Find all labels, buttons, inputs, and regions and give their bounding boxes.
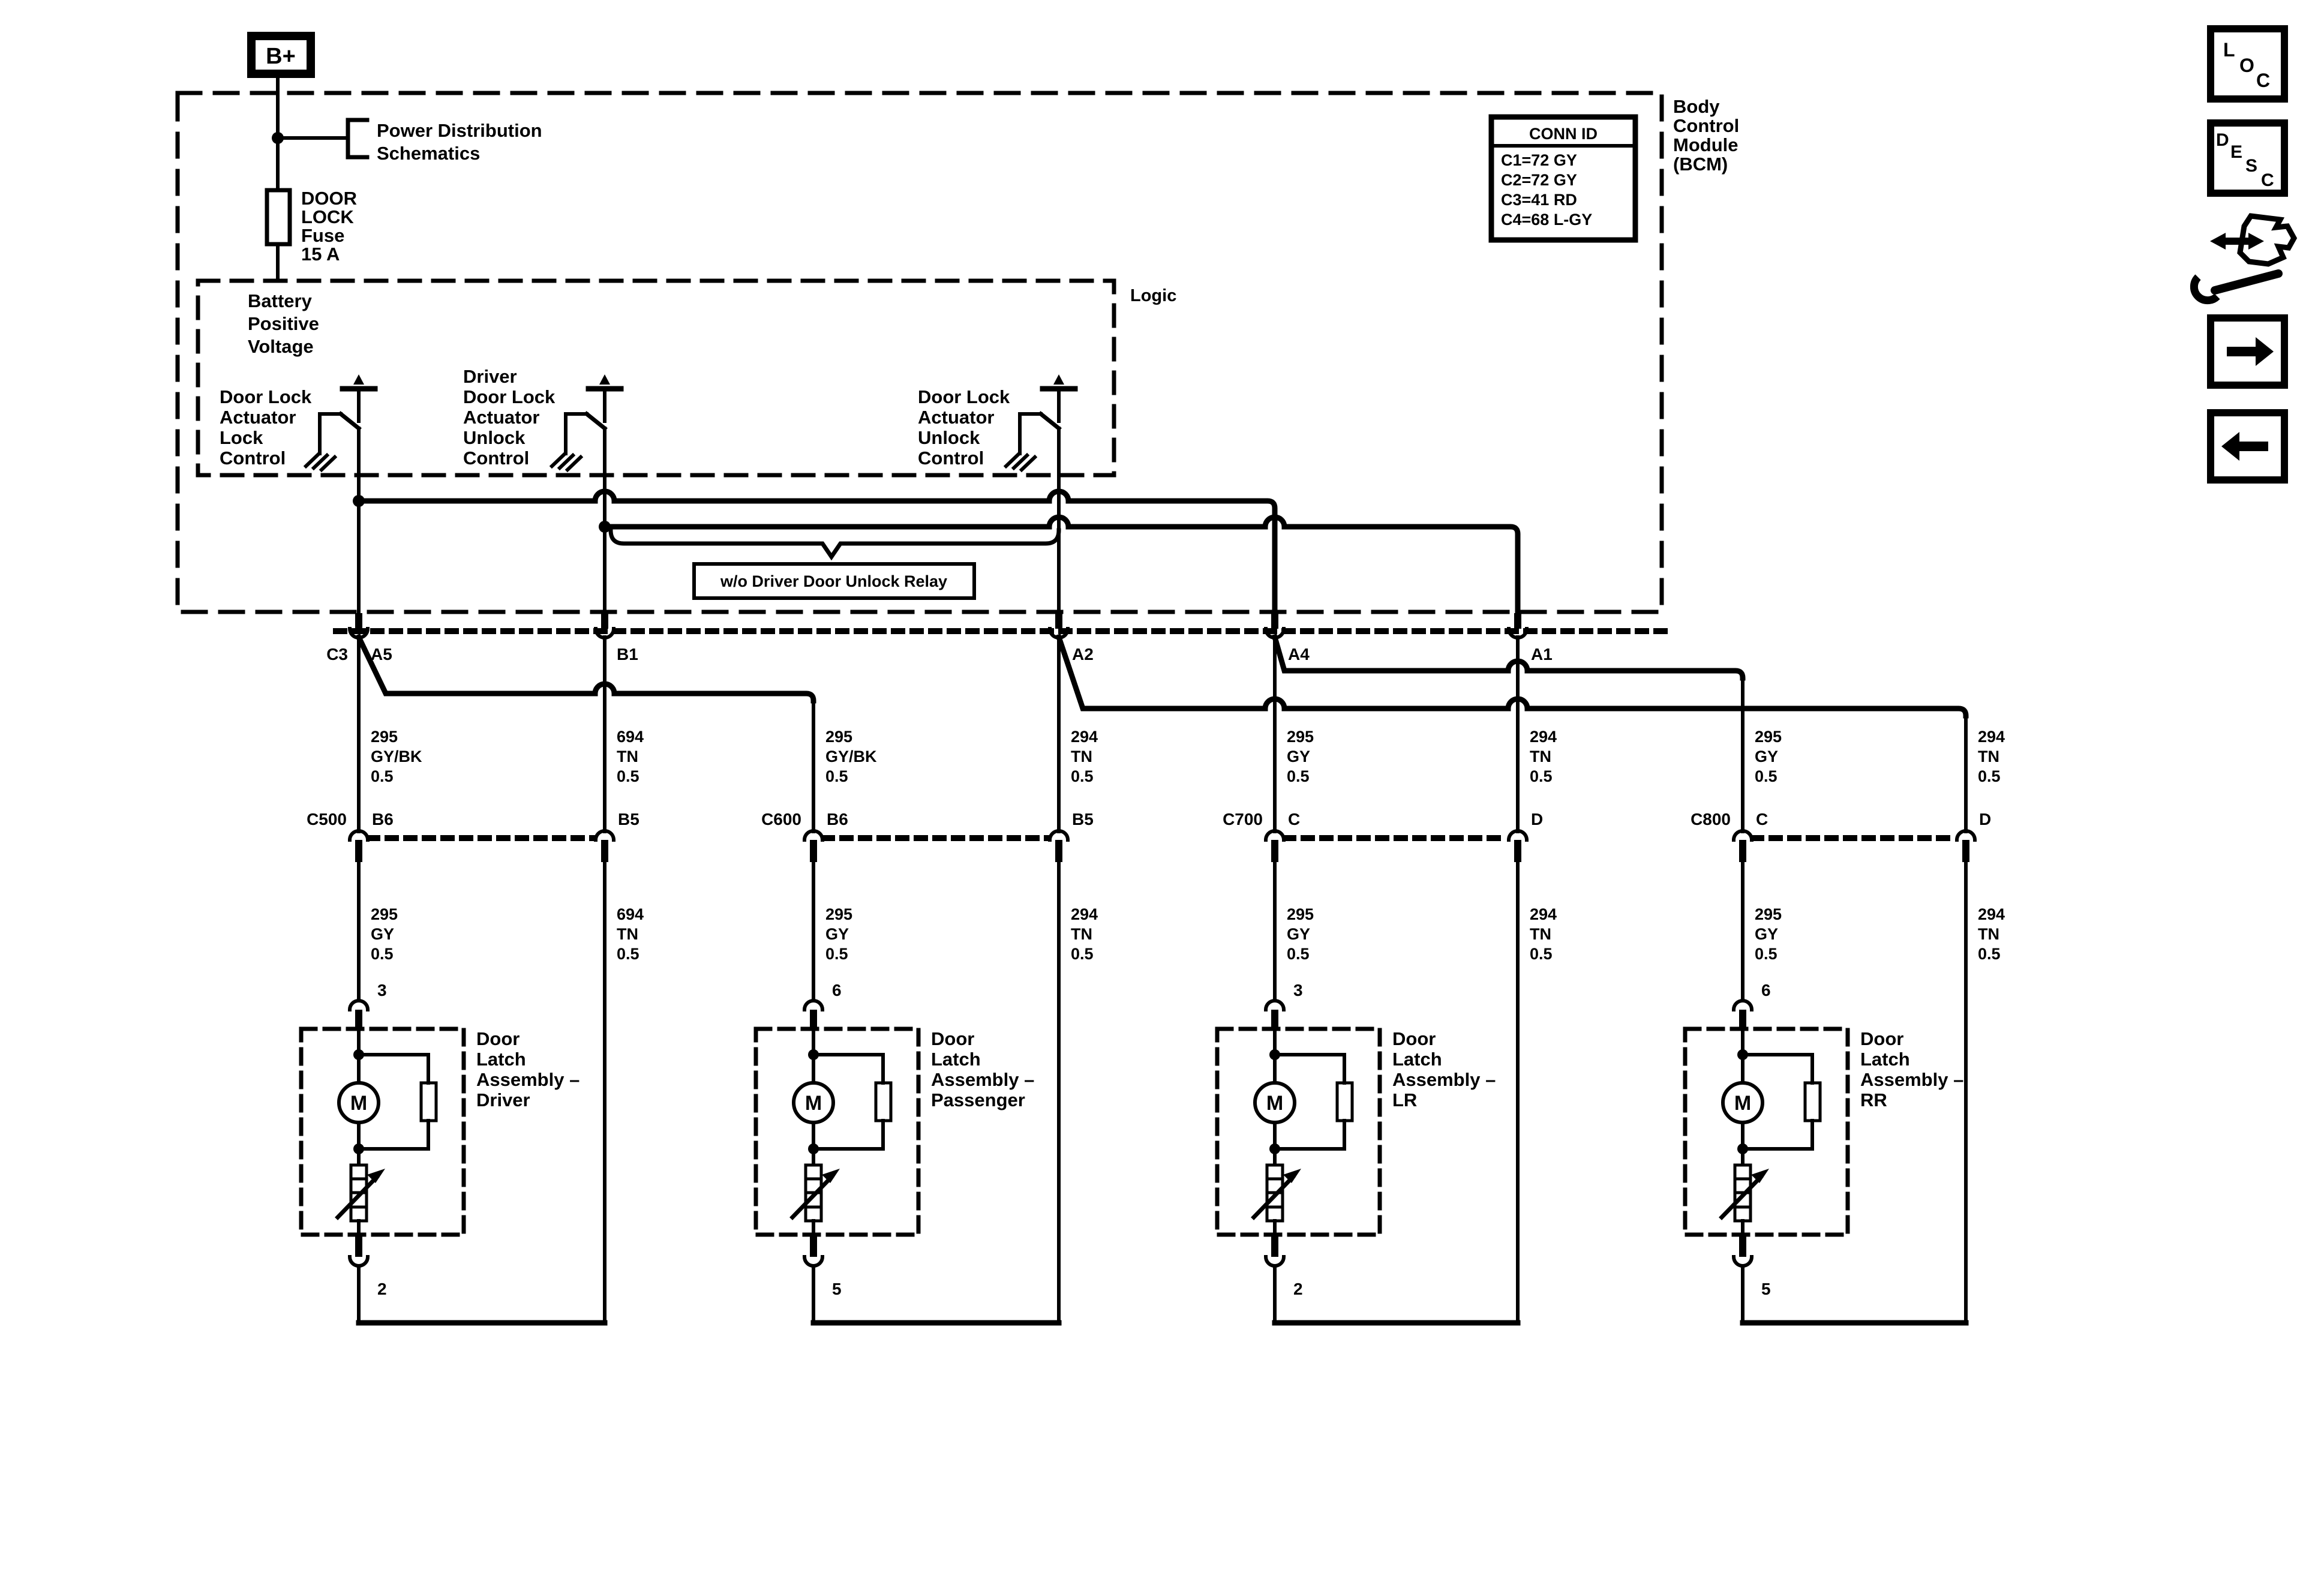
- svg-text:Assembly –: Assembly –: [476, 1069, 580, 1090]
- svg-text:295: 295: [1755, 905, 1782, 923]
- ground-icon: [306, 454, 335, 470]
- fuse-label: [301, 188, 357, 265]
- harness-wires-upper: [359, 637, 1966, 831]
- door-latch-lr: [1217, 981, 1496, 1323]
- lock-control-switch: [220, 374, 375, 470]
- b-plus-arrow-icon: [599, 374, 610, 385]
- svg-text:Voltage: Voltage: [248, 336, 314, 357]
- svg-text:0.5: 0.5: [371, 945, 394, 963]
- svg-text:Door Lock: Door Lock: [220, 386, 312, 407]
- svg-text:GY: GY: [1287, 748, 1311, 766]
- svg-text:15 A: 15 A: [301, 244, 340, 265]
- connector-label-c700: C700: [1223, 810, 1263, 828]
- latch-box: [301, 1029, 464, 1235]
- unlock-control-label: [918, 386, 1010, 469]
- svg-text:0.5: 0.5: [825, 767, 848, 785]
- svg-text:694: 694: [617, 728, 644, 746]
- svg-text:Door Lock: Door Lock: [918, 386, 1010, 407]
- motor-letter: M: [1734, 1092, 1752, 1115]
- svg-text:294: 294: [1530, 905, 1557, 923]
- svg-text:0.5: 0.5: [1071, 767, 1094, 785]
- pin-number-top: 3: [377, 981, 387, 999]
- svg-text:Assembly –: Assembly –: [1392, 1069, 1496, 1090]
- connector-label-c800: C800: [1691, 810, 1731, 828]
- wire-label: [1287, 905, 1314, 963]
- bcm-box: [178, 93, 1662, 612]
- wire-label: [1530, 728, 1557, 785]
- svg-text:Latch: Latch: [476, 1049, 526, 1070]
- door-latch-rr: [1685, 981, 1963, 1323]
- wire-label: [1071, 905, 1098, 963]
- svg-text:Driver: Driver: [476, 1089, 530, 1110]
- wiring-tools-button[interactable]: [2194, 216, 2294, 301]
- svg-text:GY: GY: [1755, 748, 1779, 766]
- wire-label: [371, 728, 422, 785]
- connector-label-c500: C500: [307, 810, 347, 828]
- conn-id-row: C3=41 RD: [1501, 191, 1577, 209]
- pin-label: D: [1979, 810, 1992, 828]
- svg-text:C: C: [2261, 170, 2274, 190]
- svg-text:Latch: Latch: [931, 1049, 981, 1070]
- conn-id-row: C2=72 GY: [1501, 171, 1577, 189]
- svg-text:S: S: [2245, 156, 2258, 176]
- relay-note-label: w/o Driver Door Unlock Relay: [720, 572, 948, 590]
- wire-label: [617, 905, 644, 963]
- pin-label-b1: B1: [617, 645, 638, 664]
- b-plus-label: B+: [266, 44, 296, 69]
- wire-label: [1755, 905, 1782, 963]
- svg-text:295: 295: [371, 728, 398, 746]
- pin-number-bottom: 2: [1293, 1280, 1303, 1298]
- wire-label: [371, 905, 398, 963]
- position-sensor-symbol: [1254, 1165, 1301, 1221]
- svg-text:TN: TN: [617, 748, 638, 766]
- svg-text:294: 294: [1978, 905, 2005, 923]
- latch-label: [931, 1028, 1034, 1110]
- desc-button[interactable]: [2211, 123, 2284, 193]
- svg-text:E: E: [2230, 142, 2243, 162]
- svg-text:0.5: 0.5: [1287, 767, 1310, 785]
- position-sensor-symbol: [792, 1165, 840, 1221]
- svg-text:Actuator: Actuator: [463, 407, 540, 428]
- ground-icon: [552, 454, 581, 470]
- resistor-symbol: [421, 1083, 436, 1121]
- driver-unlock-label: [463, 366, 556, 469]
- wire-label: [825, 905, 852, 963]
- svg-text:Door: Door: [931, 1028, 975, 1049]
- motor-letter: M: [350, 1092, 368, 1115]
- svg-text:Door: Door: [1392, 1028, 1436, 1049]
- svg-text:Unlock: Unlock: [918, 427, 980, 448]
- pin-label: C: [1288, 810, 1301, 828]
- svg-text:TN: TN: [1071, 748, 1092, 766]
- svg-text:Fuse: Fuse: [301, 225, 345, 246]
- power-feed-section: [251, 36, 542, 281]
- svg-text:295: 295: [1287, 905, 1314, 923]
- svg-text:295: 295: [825, 728, 853, 746]
- wire-label: [1978, 728, 2005, 785]
- wire-label: [1755, 728, 1782, 785]
- resistor-symbol: [1805, 1083, 1820, 1121]
- svg-text:TN: TN: [1071, 925, 1092, 943]
- latch-box: [756, 1029, 918, 1235]
- svg-text:Assembly –: Assembly –: [931, 1069, 1035, 1090]
- power-dist-label: Power Distribution: [377, 120, 542, 141]
- door-latch-passenger: [756, 981, 1034, 1323]
- brace: [611, 530, 1059, 557]
- wire-label: [1530, 905, 1557, 963]
- svg-text:295: 295: [825, 905, 853, 923]
- position-sensor-symbol: [338, 1165, 385, 1221]
- svg-text:Driver: Driver: [463, 366, 517, 387]
- svg-text:0.5: 0.5: [1287, 945, 1310, 963]
- latch-label: [1860, 1028, 1963, 1110]
- svg-text:GY: GY: [825, 925, 849, 943]
- svg-text:GY/BK: GY/BK: [825, 748, 877, 766]
- svg-text:0.5: 0.5: [1530, 945, 1553, 963]
- svg-text:TN: TN: [617, 925, 638, 943]
- svg-text:(BCM): (BCM): [1673, 154, 1728, 175]
- svg-text:0.5: 0.5: [1978, 945, 2001, 963]
- door-latch-driver: [301, 981, 580, 1323]
- svg-text:295: 295: [1755, 728, 1782, 746]
- conn-id-table: [1491, 117, 1635, 240]
- pin-number-top: 3: [1293, 981, 1303, 999]
- svg-text:694: 694: [617, 905, 644, 923]
- svg-text:TN: TN: [1978, 748, 1999, 766]
- svg-text:GY: GY: [1755, 925, 1779, 943]
- nav-sidebar: [2194, 29, 2294, 480]
- loc-button[interactable]: [2211, 29, 2284, 99]
- conn-id-row: C4=68 L-GY: [1501, 211, 1593, 229]
- svg-text:Unlock: Unlock: [463, 427, 526, 448]
- battery-positive-label: [248, 290, 319, 357]
- conn-id-row: C1=72 GY: [1501, 151, 1577, 169]
- pin-number-bottom: 2: [377, 1280, 387, 1298]
- back-page-button[interactable]: [2211, 413, 2284, 480]
- svg-text:Door: Door: [476, 1028, 520, 1049]
- svg-text:RR: RR: [1860, 1089, 1887, 1110]
- next-page-button[interactable]: [2211, 318, 2284, 385]
- svg-text:294: 294: [1978, 728, 2005, 746]
- motor-letter: M: [804, 1092, 822, 1115]
- wrench-icon: [2194, 274, 2278, 301]
- svg-text:0.5: 0.5: [617, 767, 639, 785]
- svg-text:L: L: [2223, 39, 2235, 61]
- svg-text:GY: GY: [1287, 925, 1311, 943]
- pin-label: B6: [372, 810, 394, 828]
- latch-label: [476, 1028, 580, 1110]
- latch-label: [1392, 1028, 1496, 1110]
- resistor-symbol: [1337, 1083, 1352, 1121]
- motor-letter: M: [1266, 1092, 1284, 1115]
- pin-label: C: [1756, 810, 1768, 828]
- svg-text:0.5: 0.5: [1071, 945, 1094, 963]
- svg-text:GY/BK: GY/BK: [371, 748, 422, 766]
- pin-label-a1: A1: [1531, 645, 1553, 664]
- inline-connectors: [307, 810, 1991, 862]
- svg-text:Positive: Positive: [248, 313, 319, 334]
- pin-label: B6: [827, 810, 848, 828]
- double-arrow-icon: [2210, 233, 2264, 250]
- svg-text:Assembly –: Assembly –: [1860, 1069, 1964, 1090]
- wire-labels-lower: [371, 905, 2005, 963]
- connector-pin: [596, 831, 614, 862]
- position-sensor-symbol: [1722, 1165, 1769, 1221]
- svg-text:LR: LR: [1392, 1089, 1418, 1110]
- bcm-connector-row: [326, 613, 1966, 831]
- connector-pin: [1050, 831, 1068, 862]
- pin-label-a4: A4: [1288, 645, 1310, 664]
- svg-text:Passenger: Passenger: [931, 1089, 1025, 1110]
- wire-label: [825, 728, 877, 785]
- svg-text:D: D: [2216, 130, 2229, 150]
- connector-label-c600: C600: [761, 810, 801, 828]
- latch-box: [1685, 1029, 1848, 1235]
- wire-labels-upper: [371, 728, 2005, 785]
- svg-text:Module: Module: [1673, 134, 1739, 155]
- svg-text:DOOR: DOOR: [301, 188, 357, 209]
- pin-number-bottom: 5: [1761, 1280, 1771, 1298]
- latch-box: [1217, 1029, 1380, 1235]
- svg-text:0.5: 0.5: [371, 767, 394, 785]
- connector-pin: [1509, 831, 1527, 862]
- power-dist-label: Schematics: [377, 143, 481, 164]
- b-plus-arrow-icon: [1053, 374, 1064, 385]
- pin-number-top: 6: [832, 981, 842, 999]
- svg-text:TN: TN: [1530, 748, 1551, 766]
- wire-label: [1071, 728, 1098, 785]
- connector-pin: [350, 831, 368, 862]
- svg-text:Body: Body: [1673, 96, 1720, 117]
- svg-text:Control: Control: [220, 448, 286, 469]
- wire-label: [1287, 728, 1314, 785]
- svg-text:294: 294: [1530, 728, 1557, 746]
- connector-pin: [1266, 831, 1284, 862]
- svg-text:295: 295: [371, 905, 398, 923]
- fuse-symbol: [267, 190, 290, 244]
- logic-label: Logic: [1130, 286, 1177, 305]
- svg-text:Latch: Latch: [1860, 1049, 1910, 1070]
- svg-text:Control: Control: [918, 448, 984, 469]
- svg-text:0.5: 0.5: [1978, 767, 2001, 785]
- resistor-symbol: [876, 1083, 891, 1121]
- svg-text:Lock: Lock: [220, 427, 263, 448]
- svg-text:294: 294: [1071, 905, 1098, 923]
- bcm-label: [1673, 96, 1739, 175]
- connector-label-c3: C3: [326, 645, 348, 664]
- svg-text:Door: Door: [1860, 1028, 1904, 1049]
- pin-label: B5: [618, 810, 639, 828]
- svg-text:0.5: 0.5: [1755, 945, 1777, 963]
- pin-label: B5: [1072, 810, 1094, 828]
- wire-label: [1978, 905, 2005, 963]
- svg-text:Control: Control: [463, 448, 530, 469]
- svg-text:Control: Control: [1673, 115, 1740, 136]
- off-page-bracket: [348, 120, 367, 157]
- svg-text:Battery: Battery: [248, 290, 312, 311]
- b-plus-arrow-icon: [353, 374, 364, 385]
- svg-text:LOCK: LOCK: [301, 206, 354, 227]
- wire-label: [617, 728, 644, 785]
- svg-text:Door Lock: Door Lock: [463, 386, 556, 407]
- pin-label-a5: A5: [371, 645, 392, 664]
- svg-text:0.5: 0.5: [1530, 767, 1553, 785]
- connector-pin: [1734, 831, 1752, 862]
- svg-text:TN: TN: [1530, 925, 1551, 943]
- connector-pin: [1957, 831, 1975, 862]
- svg-text:0.5: 0.5: [825, 945, 848, 963]
- unlock-control-switch: [918, 374, 1075, 470]
- svg-text:GY: GY: [371, 925, 395, 943]
- pin-label-a2: A2: [1072, 645, 1094, 664]
- connector-pin: [804, 831, 822, 862]
- svg-text:0.5: 0.5: [617, 945, 639, 963]
- svg-text:Latch: Latch: [1392, 1049, 1442, 1070]
- lock-control-label: [220, 386, 312, 469]
- bcm-module: [178, 93, 1739, 613]
- svg-text:294: 294: [1071, 728, 1098, 746]
- svg-text:TN: TN: [1978, 925, 1999, 943]
- driver-unlock-switch: [463, 366, 621, 470]
- svg-text:O: O: [2239, 55, 2254, 76]
- svg-text:295: 295: [1287, 728, 1314, 746]
- pin-number-bottom: 5: [832, 1280, 842, 1298]
- svg-text:C: C: [2256, 70, 2271, 91]
- pin-number-top: 6: [1761, 981, 1771, 999]
- ground-icon: [1006, 454, 1035, 470]
- svg-text:Actuator: Actuator: [220, 407, 296, 428]
- pin-label: D: [1531, 810, 1544, 828]
- conn-id-title: CONN ID: [1529, 125, 1598, 143]
- svg-text:0.5: 0.5: [1755, 767, 1777, 785]
- svg-text:Actuator: Actuator: [918, 407, 995, 428]
